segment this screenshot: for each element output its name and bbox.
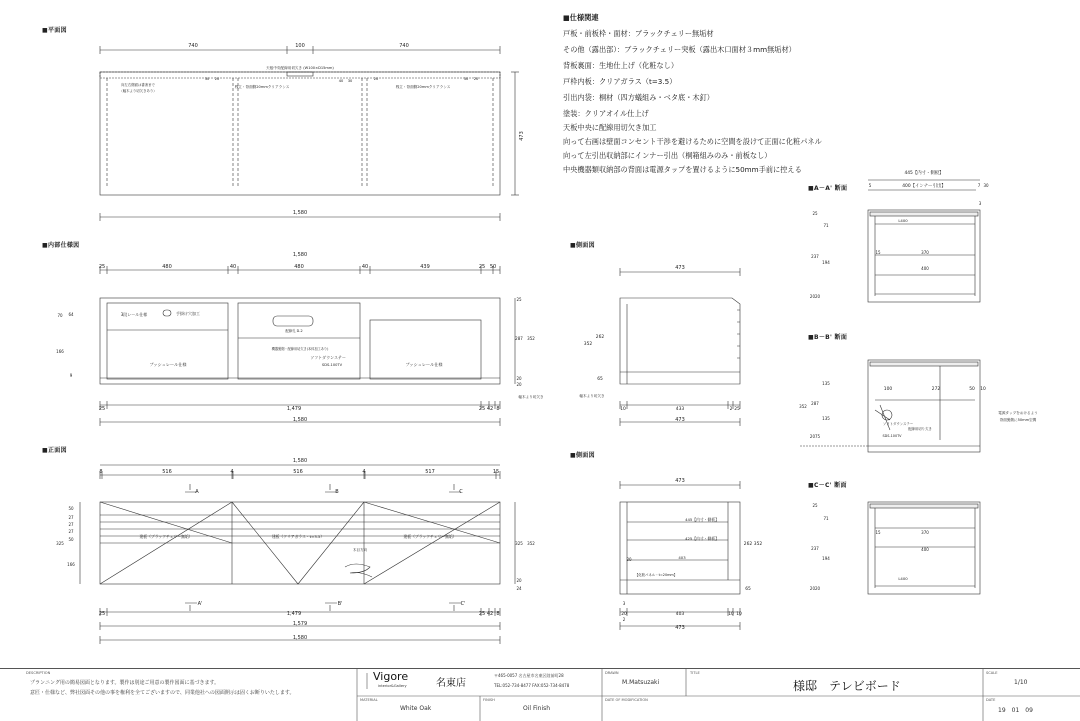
- sec-c-left: 2020: [809, 586, 821, 591]
- side2-small: 20: [626, 557, 632, 562]
- marker-b: B: [335, 489, 339, 495]
- plan-left-note: （幅木より切欠きあり）: [119, 89, 157, 93]
- side2-bottom-dim: 10: [728, 612, 734, 617]
- date-label: DATE: [986, 698, 996, 702]
- tap-note: 背面裏側に50mm空間: [999, 418, 1037, 422]
- material-label: MATERIAL: [360, 698, 378, 702]
- soft-down-label: ソフトダウンステー: [310, 355, 346, 360]
- scale-value: 1/10: [1014, 679, 1028, 686]
- sec-c-left: 25: [812, 503, 818, 508]
- front-total-b2: 1,580: [292, 635, 308, 641]
- sec-b-left: 352: [799, 404, 807, 409]
- section-b-title: ■B－B' 断面: [808, 334, 848, 341]
- front-bottom-dim: 25: [478, 611, 486, 617]
- door-right-label: 建板（ブラックチェリー無垢）: [403, 534, 457, 539]
- sec-a-d370: 370: [921, 250, 929, 255]
- plan-view: [100, 46, 519, 221]
- front-dim: 8: [99, 469, 103, 475]
- marker-a-prime: A': [197, 601, 203, 607]
- finish-value: Oil Finish: [523, 705, 551, 712]
- side-inner-height: 262: [595, 335, 605, 340]
- front-left-dim: 27: [68, 515, 74, 520]
- spec-line: 戸枠内板：クリアガラス（t=3.5）: [563, 77, 677, 86]
- cable-hole: 配線孔 D-2: [285, 329, 303, 333]
- sec-b-left: 2075: [809, 434, 821, 439]
- cable-note: 機器裏側・配線用切欠き(本体加工あり): [271, 347, 329, 351]
- side2-total: 473: [675, 625, 685, 631]
- front-view: [80, 465, 515, 644]
- front-left-dim: 166: [67, 562, 75, 567]
- interior-dim: 439: [420, 264, 430, 270]
- front-bottom-dim: 25: [98, 611, 106, 617]
- side2-right-dim: 65: [745, 587, 751, 592]
- sec-a-l400: L400: [898, 218, 908, 223]
- modification-label: DATE OF MODIFICATION: [605, 698, 648, 702]
- push-rail-left: プッシュレール仕様: [149, 362, 187, 367]
- note-line: 中央機器類収納部の背面は電源タップを置けるように50mm手前に控える: [563, 165, 802, 174]
- interior-left-dim: 166: [56, 349, 64, 354]
- date-value: 19 01 09: [998, 707, 1033, 714]
- title-block: [0, 668, 1080, 721]
- interior-left-dim: 64: [68, 312, 74, 317]
- interior-title: ■内部仕様図: [42, 242, 80, 249]
- front-total-b: 1,579: [292, 621, 308, 627]
- plan-small-dim: 30: [463, 77, 469, 81]
- door-center-label: 建板（クリアガラス・t=3.5）: [271, 534, 325, 539]
- note-line: 向って左引出収納部にインナー引出（桐箱組みのみ・前板なし）: [563, 151, 772, 160]
- brand-sub: interior&Gallery: [378, 684, 407, 688]
- side-width: 473: [675, 265, 685, 271]
- side2-d403: 403: [678, 555, 686, 560]
- sec-b-dim: 100: [883, 387, 893, 392]
- front-dim: 517: [425, 469, 435, 475]
- sec-a-inner: 400【インナー引出】: [902, 184, 946, 189]
- plan-cutout-note: 天板中央配線用切欠き (W100×D15mm): [266, 66, 334, 70]
- tap-note: 電源タップをおけるよう: [998, 411, 1038, 415]
- spec-heading: ■仕様関連: [563, 13, 599, 22]
- front-bottom-dim: 1,479: [286, 611, 302, 617]
- interior-bottom-dim: 8: [496, 406, 500, 412]
- front-title: ■正面図: [42, 447, 67, 454]
- interior-bottom-dim: 42: [486, 406, 494, 412]
- plan-depth: 473: [519, 131, 525, 141]
- side-view-1: [620, 268, 740, 426]
- description-label: DESCRIPTION: [26, 671, 51, 675]
- rail-note: 3段レール仕様: [120, 312, 148, 317]
- spec-line: 背板裏面：生地仕上げ（化粧なし）: [563, 61, 679, 70]
- sec-b-soft: ソフトダウンステー: [882, 422, 914, 426]
- front-left-dim: 325: [56, 541, 64, 546]
- plan-title: ■平面図: [42, 27, 67, 34]
- finish-label: FINISH: [483, 698, 495, 702]
- sec-c-d15: 15: [875, 530, 881, 535]
- side2-width: 473: [675, 478, 685, 484]
- front-left-dim: 27: [68, 529, 74, 534]
- side2-d425: 425【内寸・側板】: [685, 536, 719, 541]
- description-line: 意匠・仕様など、弊社図面その他の事を権利を全てございますので、同業他社への図面開示は固くお断りいたします。: [30, 690, 295, 696]
- sec-a-small: 3: [978, 201, 982, 206]
- plan-total: 1,580: [292, 210, 308, 216]
- side-height: 352: [583, 342, 593, 347]
- plan-dim: 100: [295, 43, 305, 49]
- push-rail-right: プッシュレール仕様: [405, 362, 443, 367]
- interior-left-dim: 9: [69, 373, 73, 378]
- sec-b-cut: 配線用切り欠き: [908, 427, 932, 431]
- note-line: 天板中央に配線用切欠き加工: [563, 123, 657, 132]
- side2-d445: 445【内寸・側板】: [685, 517, 719, 522]
- sec-a-d15: 15: [875, 250, 881, 255]
- shop-address: 〒465-0057 名古屋市名東区陸前町28: [494, 673, 564, 678]
- front-bottom-dim: 8: [496, 611, 500, 617]
- grain-direction: 木目方向: [352, 548, 368, 552]
- interior-total: 1,580: [292, 417, 308, 423]
- interior-dim: 480: [294, 264, 304, 270]
- plan-left-note: 向左右側面は書斎まで: [121, 83, 155, 87]
- plan-small-dim: 20: [214, 77, 220, 81]
- marker-c: C: [459, 489, 463, 495]
- description-line: プランニング用の簡易図面となります。製作は別途ご用意の製作図面に基づきます。: [30, 680, 220, 686]
- interior-dim: 25: [478, 264, 486, 270]
- side2-bottom-dim: 20: [621, 612, 627, 617]
- plan-dim: 740: [399, 43, 409, 49]
- title-label: TITLE: [690, 671, 700, 675]
- marker-c-prime: C': [460, 601, 466, 607]
- sec-b-left: 135: [822, 416, 830, 421]
- note-line: 向って右画は壁面コンセント干渉を避けるために空間を設けて正面に化粧パネル: [563, 137, 822, 146]
- sec-b-dim: 50: [969, 387, 975, 392]
- side-bottom-dim: 25: [734, 407, 740, 412]
- plan-small-dim: 30: [204, 77, 210, 81]
- front-right-dim: 24: [516, 586, 522, 591]
- section-a: [868, 180, 980, 302]
- plan-small-dim: 30: [347, 79, 353, 83]
- drawn-by: M.Matsuzaki: [622, 679, 660, 686]
- plan-clearance-left: 桟立・背面側20mmクリアランス: [234, 85, 290, 89]
- interior-dim: 40: [229, 264, 237, 270]
- sec-a-left: 237: [811, 254, 819, 259]
- sec-a-small: 30: [983, 183, 989, 188]
- front-right-dim: 325: [515, 541, 523, 546]
- side2-bottom-dim: 10: [736, 612, 742, 617]
- side2-bottom-dim: 403: [675, 612, 685, 617]
- side2-right-dim: 352: [753, 542, 763, 547]
- side-bottom-dim: 10: [620, 407, 626, 412]
- sec-c-left: 237: [811, 546, 819, 551]
- drawing-title: 様邸 テレビボード: [793, 679, 901, 693]
- spec-line: その他（露出部）：ブラックチェリー突板（露出木口面材３mm無垢材）: [563, 45, 796, 54]
- sec-a-left: 194: [822, 260, 830, 265]
- sec-a-d400: 400: [921, 266, 929, 271]
- side-baseboard-note: 幅木より切欠き: [579, 394, 605, 398]
- interior-dim: 50: [489, 264, 497, 270]
- soft-down-model: SDS-100TV: [321, 363, 343, 367]
- sec-c-l400: L400: [898, 576, 908, 581]
- sec-b-model: SDS-100TV: [882, 434, 902, 438]
- interior-dim: 480: [162, 264, 172, 270]
- front-left-dim: 27: [68, 522, 74, 527]
- front-right-dim: 352: [527, 541, 535, 546]
- section-a-title: ■A－A' 断面: [808, 185, 848, 192]
- shop-tel: TEL:052-734-8477 FAX:052-734-8478: [494, 683, 570, 688]
- side-total: 473: [675, 417, 685, 423]
- side-bottom-dim: 433: [675, 407, 685, 412]
- front-left-dim: 50: [68, 537, 74, 542]
- material-value: White Oak: [400, 705, 432, 712]
- front-dim: 4: [362, 469, 366, 475]
- interior-right-dim: 20: [516, 382, 522, 387]
- sec-a-small: 7: [977, 183, 981, 188]
- sec-b-dim: 272: [931, 387, 941, 392]
- interior-right-dim: 287: [515, 336, 523, 341]
- interior-view: [100, 266, 515, 426]
- interior-bottom-dim: 25: [478, 406, 486, 412]
- section-c-title: ■C－C' 断面: [808, 482, 847, 489]
- spec-line: 塗装：クリアオイル仕上げ: [563, 109, 649, 118]
- side2-right-dim: 262: [743, 542, 753, 547]
- front-left-dim: 50: [68, 506, 74, 511]
- front-right-dim: 20: [516, 578, 522, 583]
- sec-b-left: 287: [811, 401, 819, 406]
- shop-name: 名東店: [436, 678, 466, 689]
- interior-right-dim: 20: [516, 376, 522, 381]
- front-bottom-dim: 42: [486, 611, 494, 617]
- side-view-2-title: ■側面図: [570, 452, 595, 459]
- side2-small: 2: [622, 617, 626, 622]
- door-left-label: 建板（ブラックチェリー無垢）: [139, 534, 193, 539]
- scale-label: SCALE: [986, 671, 998, 675]
- front-dim: 4: [230, 469, 234, 475]
- sec-c-left: 71: [823, 516, 829, 521]
- interior-total-top: 1,580: [292, 252, 308, 258]
- sec-c-d370: 370: [921, 530, 929, 535]
- front-dim: 15: [492, 469, 500, 475]
- sec-b-dim: 10: [980, 387, 986, 392]
- front-total-top: 1,580: [292, 458, 308, 464]
- marker-a: A: [195, 489, 199, 495]
- interior-dim: 40: [361, 264, 369, 270]
- spec-line: 引出内袋：桐材（四方蟻組み・ベタ底・木釘）: [563, 93, 714, 102]
- side2-small: 3: [622, 601, 626, 606]
- sec-a-small: 5: [868, 183, 872, 188]
- interior-bottom-dim: 1,479: [286, 406, 302, 412]
- sec-a-top: 445【内寸・側板】: [904, 171, 944, 176]
- side-bottom-dim: 2: [729, 407, 733, 412]
- plan-small-dim: 40: [338, 79, 344, 83]
- sec-a-left: 2020: [809, 294, 821, 299]
- spec-line: 戸板・前板枠・面材：ブラックチェリー無垢材: [563, 29, 714, 38]
- sec-c-d400: 400: [921, 547, 929, 552]
- plan-small-dim: 20: [473, 77, 479, 81]
- side-view-title: ■側面図: [570, 242, 595, 249]
- sec-a-left: 25: [812, 211, 818, 216]
- sec-a-left: 71: [823, 223, 829, 228]
- side-base: 65: [597, 377, 603, 382]
- interior-bottom-dim: 25: [98, 406, 106, 412]
- section-b: [800, 360, 980, 452]
- handle-note: 手掛け穴加工: [176, 311, 200, 316]
- marker-b-prime: B': [337, 601, 343, 607]
- drawn-label: DRAWN: [605, 671, 619, 675]
- brand-logo: Vigore: [373, 670, 409, 683]
- baseboard-note: 幅木より切欠き: [518, 395, 544, 399]
- plan-dim: 740: [188, 43, 198, 49]
- front-dim: 516: [162, 469, 172, 475]
- sec-c-left: 194: [822, 556, 830, 561]
- plan-small-dim: 20: [373, 77, 379, 81]
- side2-panel: 【化粧パネル・t=20mm】: [634, 573, 678, 577]
- sec-b-left: 135: [822, 381, 830, 386]
- interior-left-dim: 70: [57, 313, 63, 318]
- front-dim: 516: [293, 469, 303, 475]
- interior-dim: 25: [98, 264, 106, 270]
- interior-right-dim: 25: [516, 297, 522, 302]
- interior-right-dim: 352: [527, 336, 535, 341]
- plan-clearance-right: 桟立・背面側20mmクリアランス: [395, 85, 451, 89]
